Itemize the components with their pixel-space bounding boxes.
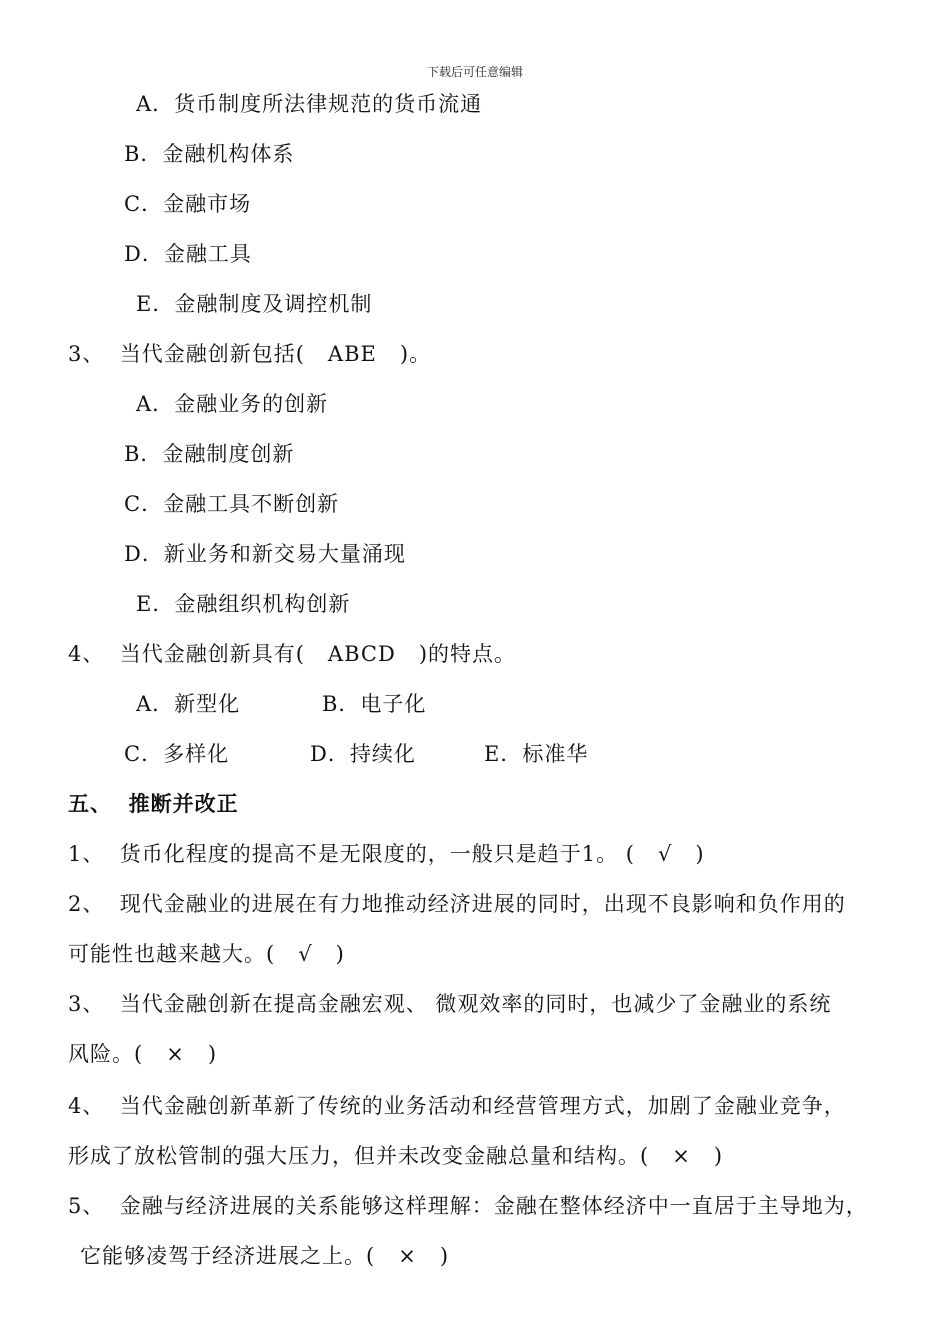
q2-option-e: E．金融制度及调控机制 [136, 292, 373, 316]
q3-option-a: A．金融业务的创新 [136, 392, 329, 416]
q4-option-a: A．新型化 [136, 692, 241, 716]
judge-item-2-line-1: 2、 现代金融业的进展在有力地推动经济进展的同时，出现不良影响和负作用的 [68, 892, 846, 916]
section-title: 五、 推断并改正 [68, 792, 239, 816]
q3-option-d: D．新业务和新交易大量涌现 [124, 542, 406, 566]
judge-item-5-line-1: 5、 金融与经济进展的关系能够这样理解：金融在整体经济中一直居于主导地为， [68, 1194, 868, 1218]
judge-item-3-line-2: 风险。( × ) [68, 1042, 218, 1066]
q2-option-c: C．金融市场 [124, 192, 252, 216]
q4-option-b: B．电子化 [322, 692, 427, 716]
q2-option-a: A．货币制度所法律规范的货币流通 [136, 92, 483, 116]
page-header: 下载后可任意编辑 [426, 65, 523, 79]
q4-stem: 4、 当代金融创新具有( ABCD )的特点。 [68, 642, 517, 666]
q4-option-d: D．持续化 [310, 742, 416, 766]
judge-item-4-line-1: 4、 当代金融创新革新了传统的业务活动和经营管理方式，加剧了金融业竞争， [68, 1094, 846, 1118]
q3-stem: 3、 当代金融创新包括( ABE )。 [68, 342, 432, 366]
judge-item-4-line-2: 形成了放松管制的强大压力，但并未改变金融总量和结构。( × ) [68, 1144, 724, 1168]
q4-option-c: C．多样化 [124, 742, 230, 766]
judge-item-5-line-2: 它能够凌驾于经济进展之上。( × ) [80, 1244, 450, 1268]
q3-option-b: B．金融制度创新 [124, 442, 295, 466]
q3-option-e: E．金融组织机构创新 [136, 592, 351, 616]
q2-option-b: B．金融机构体系 [124, 142, 295, 166]
judge-item-2-line-2: 可能性也越来越大。( √ ) [68, 942, 345, 966]
judge-item-1: 1、 货币化程度的提高不是无限度的，一般只是趋于1。 ( √ ) [68, 842, 705, 866]
q3-option-c: C．金融工具不断创新 [124, 492, 340, 516]
q2-option-d: D．金融工具 [124, 242, 252, 266]
judge-item-3-line-1: 3、 当代金融创新在提高金融宏观、 微观效率的同时，也减少了金融业的系统 [68, 992, 832, 1016]
q4-option-e: E．标准华 [484, 742, 589, 766]
